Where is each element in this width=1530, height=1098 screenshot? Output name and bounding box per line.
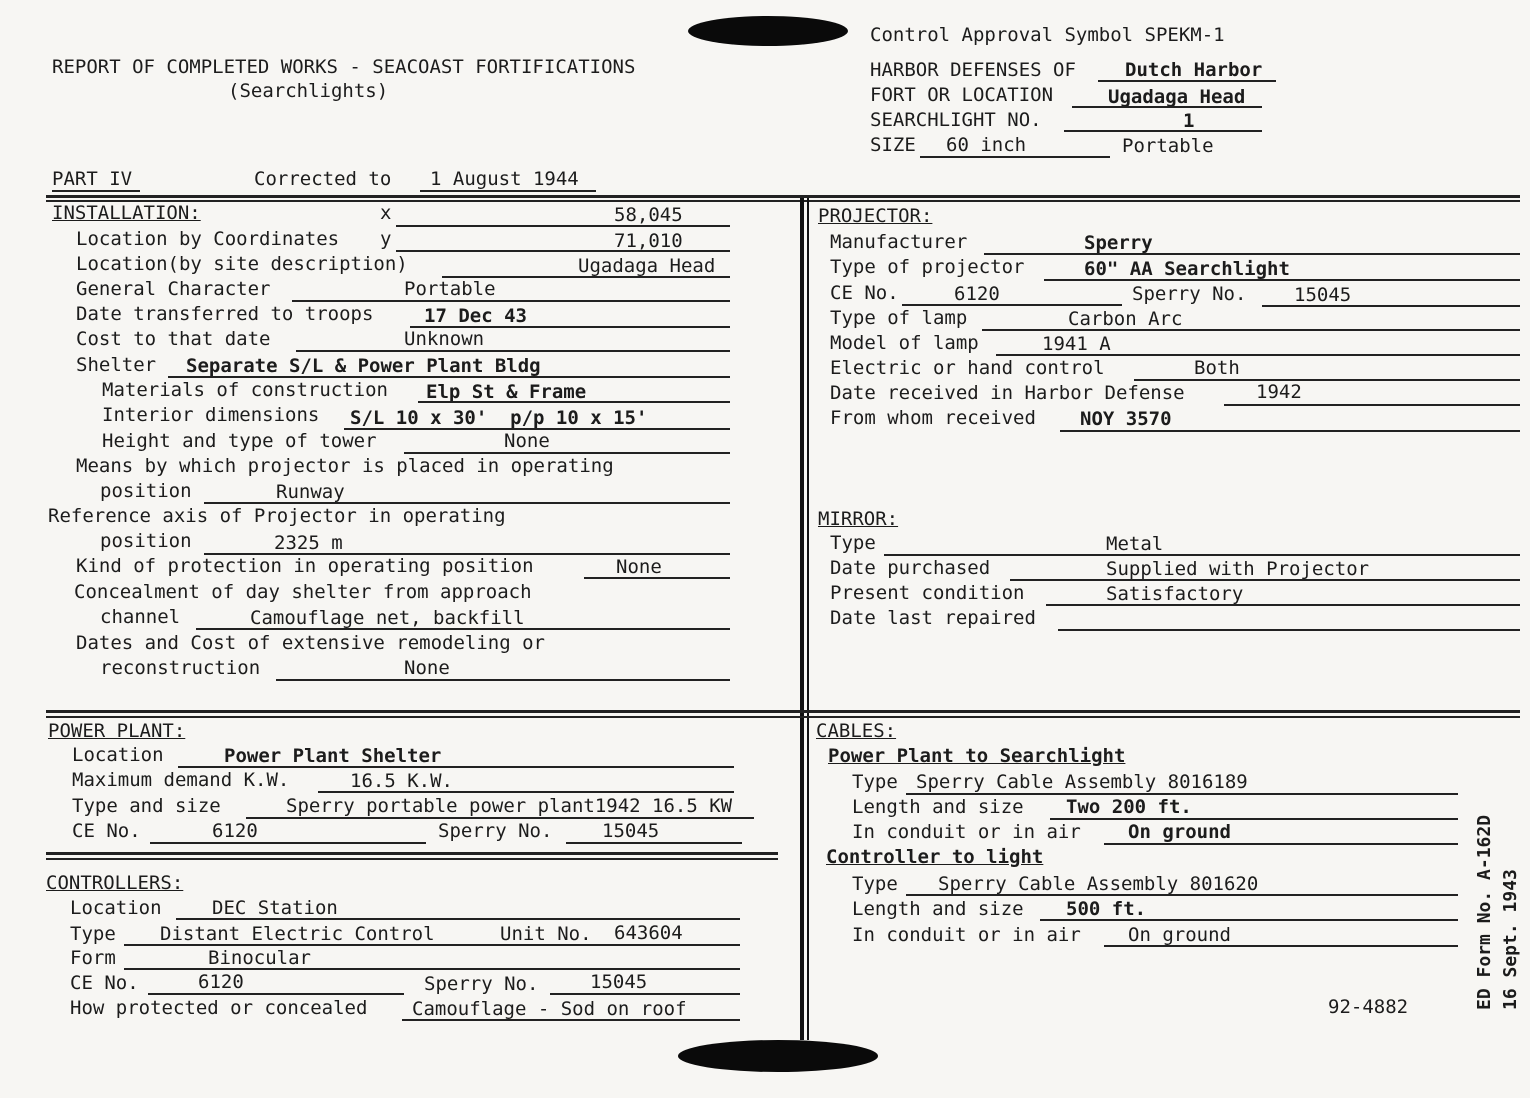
harbor-label: HARBOR DEFENSES OF — [870, 59, 1076, 81]
received-label: Date received in Harbor Defense — [830, 382, 1185, 404]
pp-cable-type-label: Type — [852, 771, 898, 793]
means-underline — [204, 502, 730, 504]
ctrl-ce-value: 6120 — [198, 971, 244, 993]
height-underline — [404, 452, 730, 454]
proj-type-label: Type of projector — [830, 256, 1025, 278]
corrected-label: Corrected to — [254, 168, 392, 190]
shelter-label: Shelter — [76, 354, 157, 376]
transferred-label: Date transferred to troops — [76, 303, 374, 325]
kind-underline — [584, 577, 730, 579]
proj-ce-underline — [902, 304, 1122, 306]
y-value: 71,010 — [614, 230, 683, 252]
protected-label: How protected or concealed — [70, 997, 368, 1019]
cost-value: Unknown — [404, 328, 485, 350]
center-divider — [800, 198, 804, 1040]
condition-underline — [1046, 604, 1520, 606]
searchlight-underline — [1064, 130, 1262, 132]
unit-value: 643604 — [614, 922, 683, 944]
received-underline — [1224, 404, 1520, 406]
ctrl-sperry-value: 15045 — [590, 971, 648, 993]
controllers-heading: CONTROLLERS: — [46, 872, 184, 894]
height-value: None — [504, 430, 550, 452]
means-value: Runway — [276, 481, 345, 503]
top-rule — [46, 195, 1520, 198]
site-label: Location(by site description) — [76, 253, 408, 275]
ctrl-location-label: Location — [70, 897, 162, 919]
ctl-cable-type-underline — [906, 894, 1458, 896]
purchased-label: Date purchased — [830, 557, 991, 579]
coord-label: Location by Coordinates — [76, 228, 340, 250]
harbor-underline — [1098, 80, 1276, 82]
means-label: Means by which projector is placed in operating — [76, 455, 614, 477]
fort-label: FORT OR LOCATION — [870, 84, 1054, 106]
cost-label: Cost to that date — [76, 328, 271, 350]
purchased-value: Supplied with Projector — [1106, 558, 1370, 580]
lamp-label: Type of lamp — [830, 307, 968, 329]
received-value: 1942 — [1256, 381, 1302, 403]
proj-type-underline — [1044, 279, 1520, 281]
pp-ce-value: 6120 — [212, 820, 258, 842]
repaired-label: Date last repaired — [830, 607, 1036, 629]
x-label: x — [380, 202, 392, 224]
middle-rule — [46, 710, 1520, 713]
whom-underline — [1060, 430, 1520, 432]
pp-type-underline — [246, 817, 754, 819]
materials-label: Materials of construction — [102, 379, 388, 401]
harbor-value: Dutch Harbor — [1125, 59, 1263, 81]
form-date: 16 Sept. 1943 — [1500, 869, 1521, 1010]
cables-heading: CABLES: — [816, 720, 897, 742]
general-value: Portable — [404, 278, 496, 300]
shelter-underline — [168, 376, 730, 378]
whom-value: NOY 3570 — [1080, 408, 1172, 430]
form-number: ED Form No. A-162D — [1474, 814, 1495, 1010]
whom-label: From whom received — [830, 407, 1036, 429]
ctrl-type-label: Type — [70, 923, 116, 945]
lamp-underline — [982, 329, 1520, 331]
pp-sperry-value: 15045 — [602, 820, 660, 842]
ctl-cable-length-label: Length and size — [852, 898, 1024, 920]
form-underline — [124, 968, 740, 970]
dates-value: None — [404, 657, 450, 679]
mfr-label: Manufacturer — [830, 231, 968, 253]
ctrl-ce-underline — [148, 993, 404, 995]
interior-value: S/L 10 x 30' p/p 10 x 15' — [350, 407, 648, 429]
x-underline — [396, 225, 730, 227]
model-value: 1941 A — [1042, 333, 1111, 355]
installation-heading: INSTALLATION: — [52, 202, 201, 224]
projector-heading: PROJECTOR: — [818, 205, 933, 227]
kind-label: Kind of protection in operating position — [76, 555, 534, 577]
conceal-label-2: channel — [100, 606, 181, 628]
mfr-value: Sperry — [1084, 232, 1153, 254]
general-label: General Character — [76, 278, 271, 300]
ctl-cable-heading: Controller to light — [826, 846, 1044, 868]
pp-sperry-underline — [566, 842, 742, 844]
document-number: 92-4882 — [1328, 996, 1409, 1018]
ctl-cable-type-label: Type — [852, 873, 898, 895]
interior-label: Interior dimensions — [102, 404, 320, 426]
y-underline — [396, 250, 730, 252]
condition-label: Present condition — [830, 582, 1025, 604]
form-label: Form — [70, 947, 116, 969]
pp-cable-length-value: Two 200 ft. — [1066, 796, 1192, 818]
means-label-2: position — [100, 480, 192, 502]
repaired-underline — [1058, 629, 1520, 631]
ref-label: Reference axis of Projector in operating — [48, 505, 506, 527]
ctrl-sperry-label: Sperry No. — [424, 973, 539, 995]
conceal-underline — [196, 628, 730, 630]
model-underline — [996, 354, 1520, 356]
ctl-cable-length-underline — [1040, 919, 1458, 921]
pp-cable-length-label: Length and size — [852, 796, 1024, 818]
ref-label-2: position — [100, 530, 192, 552]
pp-cable-conduit-underline — [1104, 843, 1458, 845]
pp-cable-conduit-label: In conduit or in air — [852, 821, 1081, 843]
redaction-mark-bottom — [678, 1040, 878, 1072]
pp-cable-length-underline — [1050, 818, 1458, 820]
proj-sperry-value: 15045 — [1294, 284, 1352, 306]
part-label: PART IV — [52, 168, 133, 190]
pp-type-value: Sperry portable power plant1942 16.5 KW — [286, 795, 733, 817]
ctl-cable-conduit-label: In conduit or in air — [852, 924, 1081, 946]
pp-cable-type-value: Sperry Cable Assembly 8016189 — [916, 771, 1248, 793]
x-value: 58,045 — [614, 204, 683, 226]
materials-underline — [418, 401, 730, 403]
proj-sperry-underline — [1262, 305, 1520, 307]
pp-cable-type-underline — [906, 793, 1458, 795]
pp-location-underline — [178, 766, 734, 768]
report-subtitle: (Searchlights) — [228, 80, 389, 102]
height-label: Height and type of tower — [102, 430, 377, 452]
power-controllers-rule-2 — [46, 858, 778, 860]
dates-underline — [276, 679, 730, 681]
pp-location-value: Power Plant Shelter — [224, 745, 442, 767]
lamp-value: Carbon Arc — [1068, 308, 1183, 330]
protected-value: Camouflage - Sod on roof — [412, 998, 687, 1020]
form-value: Binocular — [208, 947, 311, 969]
center-divider-2 — [807, 198, 809, 1040]
unit-label: Unit No. — [500, 923, 592, 945]
mirror-type-underline — [884, 554, 1520, 556]
purchased-underline — [1010, 579, 1520, 581]
mirror-type-label: Type — [830, 532, 876, 554]
ctrl-sperry-underline — [550, 993, 740, 995]
cost-underline — [296, 350, 730, 352]
size-label: SIZE — [870, 134, 916, 156]
redaction-mark-top — [688, 16, 848, 46]
ref-value: 2325 m — [274, 532, 343, 554]
site-value: Ugadaga Head — [578, 255, 716, 277]
proj-ce-value: 6120 — [954, 283, 1000, 305]
ctrl-location-value: DEC Station — [212, 897, 338, 919]
fort-underline — [1072, 106, 1262, 108]
fort-value: Ugadaga Head — [1108, 86, 1246, 108]
condition-value: Satisfactory — [1106, 583, 1244, 605]
general-underline — [292, 300, 730, 302]
report-title: REPORT OF COMPLETED WORKS - SEACOAST FORTIFICATIONS — [52, 56, 636, 78]
control-value: Both — [1194, 357, 1240, 379]
demand-label: Maximum demand K.W. — [72, 769, 290, 791]
pp-ce-label: CE No. — [72, 820, 141, 842]
corrected-value: 1 August 1944 — [430, 168, 579, 190]
size-value: 60 inch — [946, 134, 1027, 156]
control-underline — [1134, 379, 1520, 381]
materials-value: Elp St & Frame — [426, 381, 587, 403]
corrected-underline — [420, 190, 596, 192]
protected-underline — [402, 1019, 740, 1021]
pp-cable-heading: Power Plant to Searchlight — [828, 745, 1126, 767]
control-label: Electric or hand control — [830, 357, 1105, 379]
ctl-cable-conduit-underline — [1104, 945, 1458, 947]
mirror-type-value: Metal — [1106, 533, 1164, 555]
control-approval-symbol: Control Approval Symbol SPEKM-1 — [870, 24, 1225, 46]
pp-sperry-label: Sperry No. — [438, 820, 553, 842]
proj-sperry-label: Sperry No. — [1132, 283, 1247, 305]
proj-type-value: 60" AA Searchlight — [1084, 258, 1290, 280]
pp-cable-conduit-value: On ground — [1128, 821, 1231, 843]
demand-underline — [318, 791, 734, 793]
pp-type-label: Type and size — [72, 795, 221, 817]
part-underline — [52, 190, 140, 192]
size-underline — [920, 156, 1110, 158]
transferred-value: 17 Dec 43 — [424, 305, 527, 327]
model-label: Model of lamp — [830, 332, 979, 354]
power-controllers-rule — [46, 852, 778, 855]
conceal-value: Camouflage net, backfill — [250, 607, 525, 629]
ctl-cable-length-value: 500 ft. — [1066, 898, 1147, 920]
conceal-label: Concealment of day shelter from approach — [74, 581, 532, 603]
ctrl-location-underline — [176, 918, 740, 920]
top-rule-2 — [46, 200, 1520, 202]
power-plant-heading: POWER PLANT: — [48, 720, 186, 742]
searchlight-value: 1 — [1183, 110, 1195, 132]
middle-rule-2 — [46, 716, 1520, 718]
ctrl-ce-label: CE No. — [70, 972, 139, 994]
mfr-underline — [984, 253, 1520, 255]
mirror-heading: MIRROR: — [818, 508, 899, 530]
ctl-cable-conduit-value: On ground — [1128, 924, 1231, 946]
ctl-cable-type-value: Sperry Cable Assembly 801620 — [938, 873, 1259, 895]
size-extra: Portable — [1122, 135, 1214, 157]
searchlight-label: SEARCHLIGHT NO. — [870, 109, 1042, 131]
pp-ce-underline — [150, 842, 426, 844]
pp-location-label: Location — [72, 744, 164, 766]
ctrl-type-underline — [124, 944, 740, 946]
dates-label-2: reconstruction — [100, 657, 261, 679]
y-label: y — [380, 228, 392, 250]
proj-ce-label: CE No. — [830, 282, 899, 304]
kind-value: None — [616, 556, 662, 578]
shelter-value: Separate S/L & Power Plant Bldg — [186, 355, 541, 377]
ctrl-type-value: Distant Electric Control — [160, 923, 435, 945]
demand-value: 16.5 K.W. — [350, 770, 453, 792]
dates-label: Dates and Cost of extensive remodeling or — [76, 632, 545, 654]
